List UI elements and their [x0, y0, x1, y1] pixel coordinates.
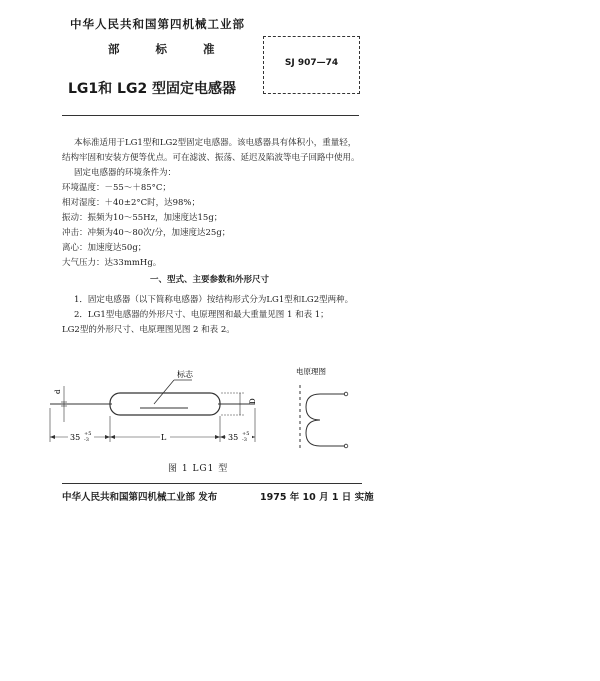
schematic-coil	[306, 394, 345, 446]
dim-right-tol-lower: -3	[242, 437, 247, 443]
standard-word-bu: 部	[108, 42, 120, 56]
dim-right-lead-length: 35	[228, 433, 239, 442]
figure-1-lg1-outline-drawing	[40, 360, 370, 460]
footer-issuer: 中华人民共和国第四机械工业部 发布	[62, 492, 218, 503]
env-pressure: 大气压力：达33mmHg。	[62, 258, 162, 268]
section-1-paragraph-3: LG2型的外形尺寸、电原理图见图 2 和表 2。	[62, 325, 235, 335]
dim-left-tol-upper: +5	[84, 431, 92, 437]
section-1-paragraph-2: 2．LG1型电感器的外形尺寸、电原理图和最大重量见图 1 和表 1；	[74, 310, 329, 320]
standard-type-heading	[108, 41, 247, 57]
standard-code: SJ 907—74	[284, 58, 339, 68]
dim-left-tol-lower: -3	[84, 437, 89, 443]
dim-left-lead-length: 35	[70, 433, 81, 442]
env-humidity: 相对湿度：＋40±2°C时，达98%；	[62, 198, 200, 208]
inductor-body	[110, 393, 220, 415]
intro-line-1: 本标准适用于LG1型和LG2型固定电感器。该电感器具有体积小，重量轻，	[74, 138, 357, 148]
standard-word-zhun: 准	[203, 42, 215, 56]
section-1-paragraph-1: 1．固定电感器（以下简称电感器）按结构形式分为LG1型和LG2型两种。	[74, 295, 354, 305]
schematic-label: 电原理图	[296, 367, 326, 376]
mark-leader-line	[154, 380, 174, 404]
dim-D-label: D	[249, 398, 257, 404]
issuing-organization: 中华人民共和国第四机械工业部	[70, 17, 245, 31]
header-divider	[62, 115, 359, 116]
document-title: LG1和 LG2 型固定电感器	[68, 81, 237, 97]
dim-right-tol-upper: +5	[242, 431, 250, 437]
env-shock: 冲击：冲频为40～80次/分，加速度达25g；	[62, 228, 231, 238]
intro-line-2: 结构牢固和安装方便等优点。可在滤波、振荡、延迟及陷波等电子回路中使用。	[62, 153, 360, 163]
mark-label: 标志	[177, 370, 193, 379]
footer-divider	[62, 483, 362, 484]
env-centrifugal: 离心：加速度达50g；	[62, 243, 147, 253]
intro-line-3: 固定电感器的环境条件为：	[74, 168, 177, 178]
figure-1-caption: 图 1 LG1 型	[168, 464, 229, 474]
standard-word-biao: 标	[155, 42, 168, 56]
footer-effective-date: 1975 年 10 月 1 日 实施	[260, 492, 374, 503]
dim-d-label: d	[54, 389, 62, 394]
standard-code-box	[263, 36, 360, 94]
dim-body-length: L	[161, 433, 167, 442]
section-1-title: 一、型式、主要参数和外形尺寸	[150, 275, 270, 285]
env-vibration: 振动：振频为10～55Hz，加速度达15g；	[62, 213, 223, 223]
env-temperature: 环境温度：－55～＋85°C；	[62, 183, 171, 193]
